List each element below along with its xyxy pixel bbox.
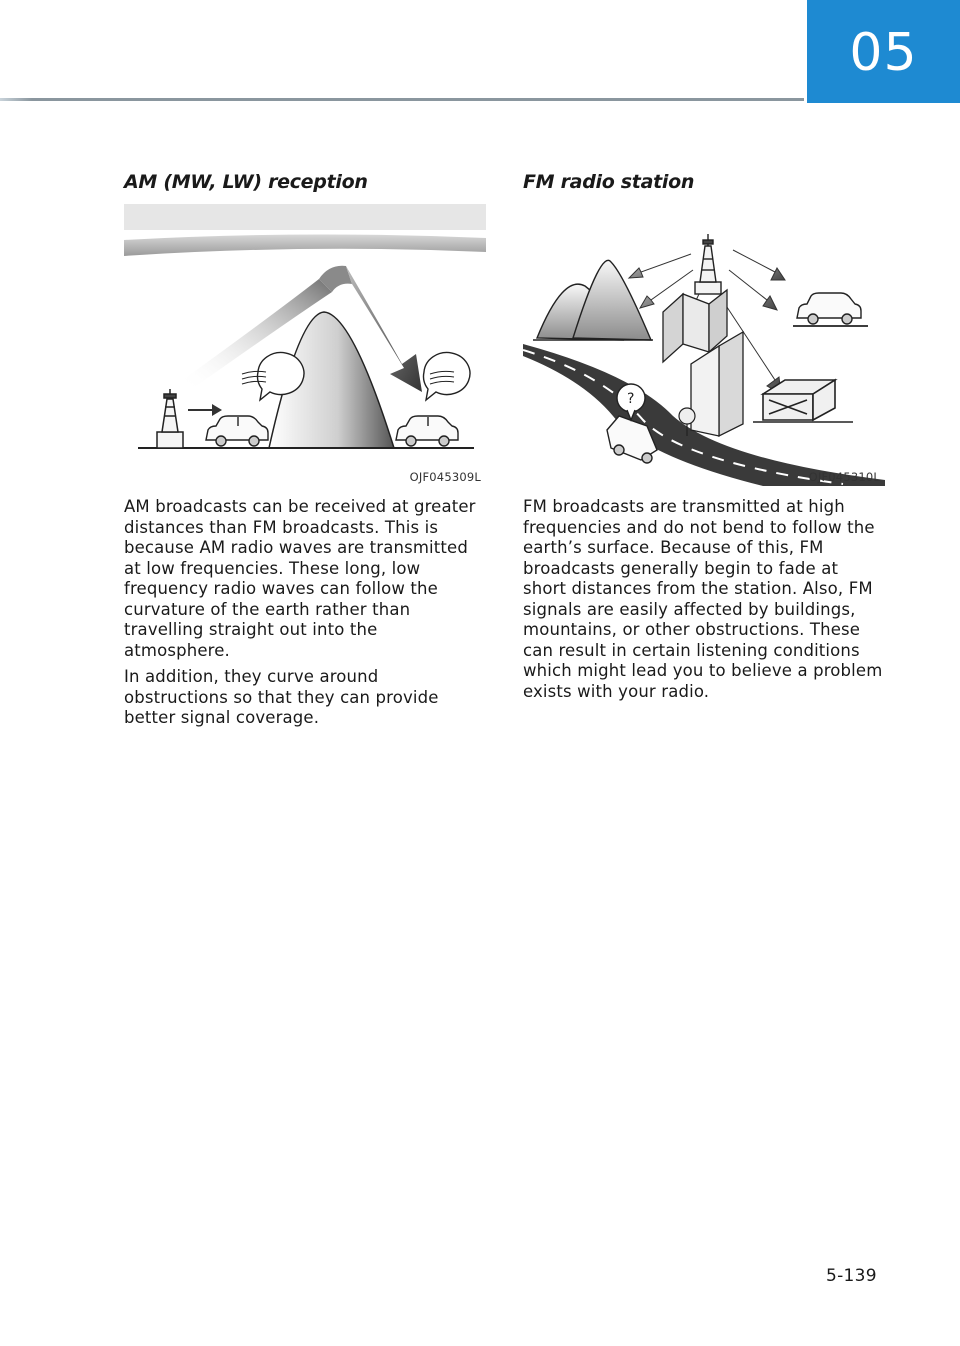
am-paragraph-2: In addition, they curve around obstructions so that they can provide better signal coverage. <box>124 667 439 727</box>
am-section <box>124 170 486 729</box>
am-reception-illustration <box>124 204 486 486</box>
am-diagram <box>124 204 486 486</box>
page-number: 5-139 <box>826 1266 877 1286</box>
am-paragraph-1: AM broadcasts can be received at greater distances than FM broadcasts. This is because AM radio waves are transmitted at low frequencies. These long, low frequency radio waves can follow the curvature of the earth rather than travelling straight out into the atmosphere. <box>124 497 476 660</box>
svg-text:?: ? <box>627 391 635 407</box>
fm-section <box>523 170 885 702</box>
fm-diagram <box>523 204 885 486</box>
am-section-title: AM (MW, LW) reception <box>124 171 368 193</box>
chapter-tab: 05 <box>807 0 960 103</box>
fm-paragraph-1: FM broadcasts are transmitted at high frequencies and do not bend to follow the earth’s surface. Because of this, FM broadcasts generally begin to fade at short distances from the station. Also, FM signals are easily affected by buildings, mountains, or other obstructions. These can result in certain listening conditions which might lead you to believe a problem exists with your radio. <box>523 497 883 701</box>
fm-reception-illustration <box>523 204 885 486</box>
figure-code: OJF045310L <box>808 470 880 484</box>
figure-code: OJF045309L <box>409 470 481 484</box>
fm-section-title: FM radio station <box>523 171 695 193</box>
header-rule <box>0 98 804 101</box>
